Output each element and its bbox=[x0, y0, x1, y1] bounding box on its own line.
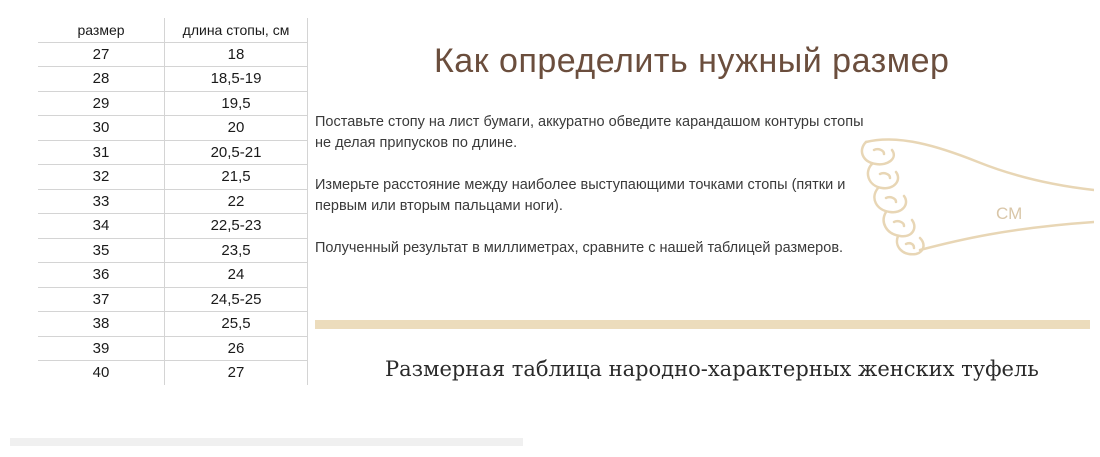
foot-length-cell: 20,5-21 bbox=[165, 140, 308, 165]
table-row bbox=[38, 165, 308, 190]
size-cell: 40 bbox=[38, 361, 165, 385]
foot-outline-icon bbox=[858, 128, 1094, 268]
foot-length-cell: 20 bbox=[165, 116, 308, 141]
size-cell: 34 bbox=[38, 214, 165, 239]
size-cell: 27 bbox=[38, 42, 165, 67]
size-cell: 39 bbox=[38, 336, 165, 361]
table-row bbox=[38, 263, 308, 288]
bottom-strip bbox=[10, 438, 523, 446]
table-row bbox=[38, 189, 308, 214]
size-table bbox=[38, 18, 308, 385]
table-row bbox=[38, 140, 308, 165]
size-cell: 32 bbox=[38, 165, 165, 190]
foot-length-cell: 27 bbox=[165, 361, 308, 385]
header-size: размер bbox=[38, 18, 165, 42]
foot-length-cell: 22,5-23 bbox=[165, 214, 308, 239]
foot-length-cell: 23,5 bbox=[165, 238, 308, 263]
table-row bbox=[38, 287, 308, 312]
table-header-row bbox=[38, 18, 308, 42]
instruction-step-1: Поставьте стопу на лист бумаги, аккуратно обведите карандашом контуры стопы не делая припусков по длине. bbox=[315, 114, 864, 151]
size-cell: 37 bbox=[38, 287, 165, 312]
size-cell: 35 bbox=[38, 238, 165, 263]
table-subtitle: Размерная таблица народно-характерных женских туфель bbox=[385, 357, 1039, 381]
table-row bbox=[38, 214, 308, 239]
table-row bbox=[38, 67, 308, 92]
instruction-step-3: Полученный результат в миллиметрах, сравните с нашей таблицей размеров. bbox=[315, 240, 844, 256]
foot-length-cell: 24,5-25 bbox=[165, 287, 308, 312]
size-cell: 30 bbox=[38, 116, 165, 141]
header-foot-length: длина стопы, см bbox=[165, 18, 308, 42]
table-row bbox=[38, 312, 308, 337]
foot-length-cell: 22 bbox=[165, 189, 308, 214]
foot-length-cell: 25,5 bbox=[165, 312, 308, 337]
table-row bbox=[38, 91, 308, 116]
foot-length-cell: 24 bbox=[165, 263, 308, 288]
table-body bbox=[38, 42, 308, 385]
size-cell: 28 bbox=[38, 67, 165, 92]
instructions bbox=[315, 112, 875, 280]
size-cell: 31 bbox=[38, 140, 165, 165]
table-row bbox=[38, 361, 308, 385]
instruction-step-2: Измерьте расстояние между наиболее выступающими точками стопы (пятки и первым или вторым пальцами ноги). bbox=[315, 177, 846, 214]
table-row bbox=[38, 116, 308, 141]
size-cell: 36 bbox=[38, 263, 165, 288]
foot-length-cell: 26 bbox=[165, 336, 308, 361]
divider-bar bbox=[315, 320, 1090, 329]
table-row bbox=[38, 42, 308, 67]
size-cell: 38 bbox=[38, 312, 165, 337]
table-row bbox=[38, 336, 308, 361]
foot-length-cell: 18,5-19 bbox=[165, 67, 308, 92]
foot-length-cell: 21,5 bbox=[165, 165, 308, 190]
unit-label: СМ bbox=[996, 204, 1023, 223]
table-row bbox=[38, 238, 308, 263]
size-cell: 33 bbox=[38, 189, 165, 214]
page-title: Как определить нужный размер bbox=[434, 42, 950, 80]
foot-length-cell: 18 bbox=[165, 42, 308, 67]
size-cell: 29 bbox=[38, 91, 165, 116]
foot-length-cell: 19,5 bbox=[165, 91, 308, 116]
